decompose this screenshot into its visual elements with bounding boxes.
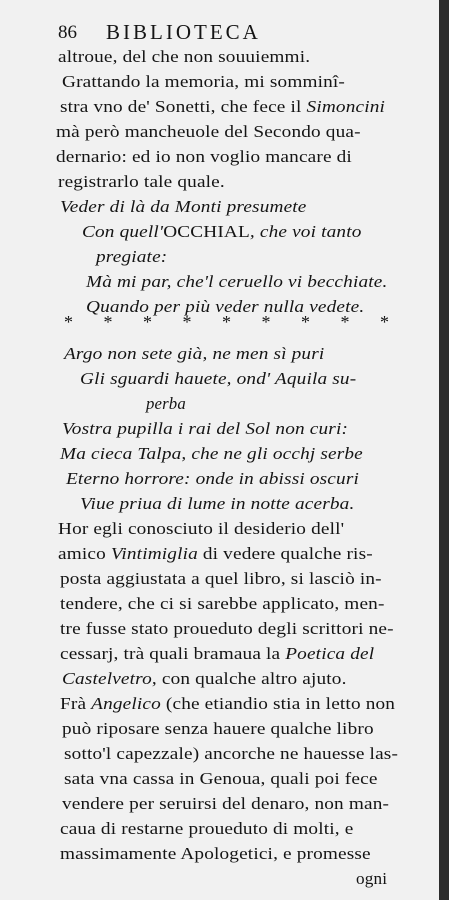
italic-text: , che voi tanto [249,222,362,241]
running-head: BIBLIOTECA [106,20,261,44]
italic-text: Con quell' [82,222,164,241]
roman-text: altroue, del che non souuiemmi. [58,47,311,66]
text-line [60,443,363,465]
italic-text: Eterno horrore: onde in abissi oscuri [66,469,360,488]
roman-text: può riposare senza hauere qualche libro [62,719,374,738]
text-line [62,418,348,440]
page-number: 86 [58,22,77,43]
text-line [60,96,385,118]
italic-text: Gli sguardi hauete, ond' Aquila su- [80,369,357,388]
text-line [56,121,361,143]
roman-text: cessarj, trà quali bramaua la [60,644,286,663]
roman-text: mà però mancheuole del Secondo qua- [56,122,361,141]
text-line [82,221,362,243]
roman-text: tre fusse stato proueduto degli scrittori ne- [60,619,394,638]
text-line [80,493,354,515]
roman-text: Grattando la memoria, mi somminî- [62,72,346,91]
roman-text: Hor egli conosciuto il desiderio dell' [58,519,345,538]
roman-text: sotto'l capezzale) ancorche ne hauesse las- [64,744,399,763]
text-line [86,271,387,293]
roman-text: amico [58,544,111,563]
italic-text: Angelico [91,694,161,713]
text-line [62,718,374,740]
italic-text: Vintimiglia [110,544,198,563]
text-line [62,71,345,93]
text-line [64,768,378,790]
catchword: ogni [356,869,388,888]
italic-text: Simoncini [306,97,386,116]
text-line [60,196,307,218]
text-line [64,343,324,365]
text-line [66,468,359,490]
roman-text: tendere, che ci si sarebbe applicato, men- [60,594,385,613]
text-line [58,543,373,565]
roman-text: vendere per seruirsi del denaro, non man- [62,794,390,813]
text-line [96,246,167,268]
roman-text: stra vno de' Sonetti, che fece il [60,97,307,116]
text-line [60,643,374,665]
italic-text: pregiate: [96,247,168,266]
roman-text: Frà [60,694,92,713]
text-line [58,46,310,68]
roman-text: OCCHIAL [163,222,250,241]
roman-text: dernario: ed io non voglio mancare di [56,147,352,166]
italic-text: Argo non sete già, ne men sì puri [64,344,325,363]
italic-text: perba [146,394,186,413]
italic-text: Poetica del [285,644,375,663]
text-line [64,743,398,765]
roman-text: massimamente Apologetici, e promesse [60,844,371,863]
text-line [60,693,395,715]
italic-text: Mà mi par, che'l ceruello vi becchiate. [86,272,388,291]
italic-text: Veder di là da Monti presumete [60,197,307,216]
italic-text: Viue priua di lume in notte acerba. [80,494,355,513]
text-line [58,171,225,193]
text-line [60,818,353,840]
roman-text: , con qualche altro ajuto. [151,669,347,688]
text-line [146,393,186,415]
text-line [62,793,389,815]
text-line [60,618,394,640]
italic-text: Vostra pupilla i rai del Sol non curi: [62,419,349,438]
roman-text: di vedere qualche ris- [197,544,373,563]
text-line [62,668,347,690]
italic-text: Castelvetro [62,669,152,688]
text-line [60,593,385,615]
roman-text: sata vna cassa in Genoua, quali poi fece [64,769,378,788]
italic-text: Ma cieca Talpa, che ne gli occhj serbe [60,444,363,463]
roman-text: caua di restarne proueduto di molti, e [60,819,354,838]
roman-text: (che etiandio stia in letto non [160,694,396,713]
roman-text: registrarlo tale quale. [58,172,225,191]
asterisk-separator: * * * * * * * * * [64,312,402,332]
text-line [60,568,382,590]
italic-text: Quando per più veder nulla vedete. [86,297,365,316]
text-line [80,368,356,390]
text-line [58,518,344,540]
text-line [60,843,371,865]
roman-text: posta aggiustata a quel libro, si lasciò in- [60,569,382,588]
text-line [56,146,352,168]
